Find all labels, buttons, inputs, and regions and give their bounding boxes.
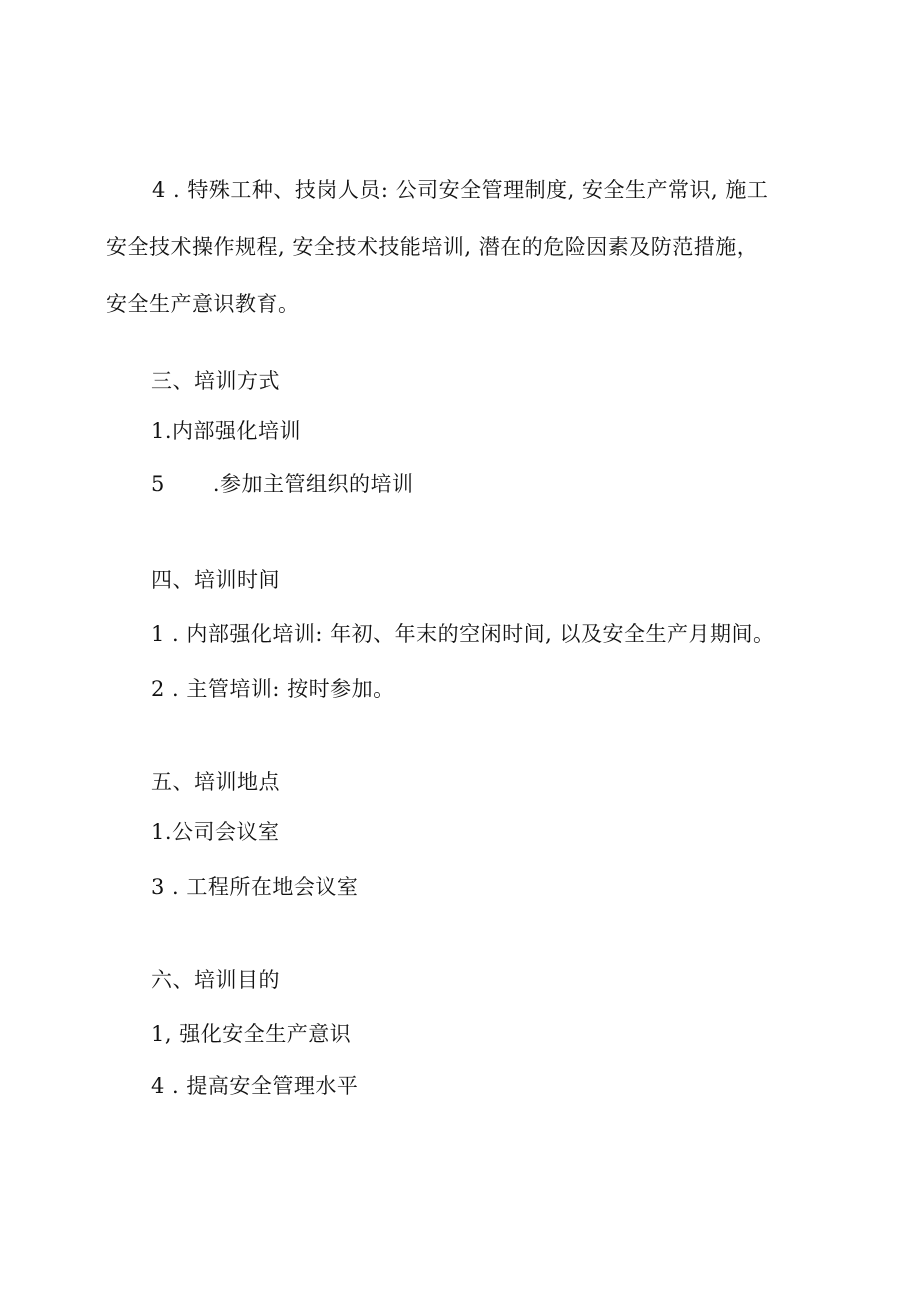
paragraph-line-2: 安全技术操作规程, 安全技术技能培训, 潜在的危险因素及防范措施， <box>106 235 759 259</box>
paragraph-line-3: 安全生产意识教育。 <box>106 292 300 316</box>
list-item-management-level: 4 . 提高安全管理水平 <box>151 1074 359 1098</box>
list-item-internal-training: 1.内部强化培训 <box>151 419 302 443</box>
list-item-supervisor-time: 2 . 主管培训: 按时参加。 <box>151 677 395 701</box>
paragraph-special-workers <box>106 162 806 333</box>
paragraph-line-1: 4 . 特殊工种、技岗人员: 公司安全管理制度, 安全生产常识, 施工 <box>152 178 769 202</box>
section-heading-training-time: 四、培训时间 <box>151 568 280 592</box>
list-item-company-meeting-room: 1.公司会议室 <box>151 820 280 844</box>
section-heading-training-method: 三、培训方式 <box>151 369 280 393</box>
list-item-supervisor-training <box>151 469 414 499</box>
list-item-site-meeting-room: 3 . 工程所在地会议室 <box>151 875 359 899</box>
list-item-safety-awareness: 1, 强化安全生产意识 <box>151 1022 352 1046</box>
list-item-internal-time: 1 . 内部强化培训: 年初、年末的空闲时间, 以及安全生产月期间。 <box>151 622 775 646</box>
section-heading-training-location: 五、培训地点 <box>151 770 280 794</box>
list-item-text: .参加主管组织的培训 <box>212 472 414 496</box>
section-heading-training-purpose: 六、培训目的 <box>151 968 280 992</box>
list-item-number: 5 <box>151 472 165 496</box>
